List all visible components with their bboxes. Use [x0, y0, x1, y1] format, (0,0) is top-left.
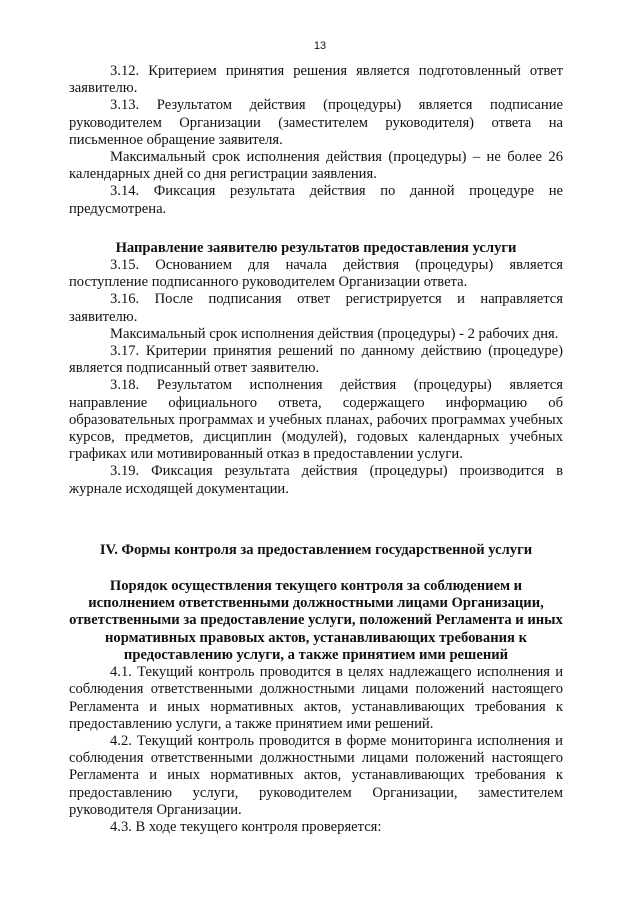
- page-number: 13: [313, 40, 327, 52]
- paragraph: Максимальный срок исполнения действия (процедуры) – не более 26 календарных дней со дня регистрации заявления.: [69, 149, 563, 183]
- paragraph: 3.14. Фиксация результата действия по данной процедуре не предусмотрена.: [69, 183, 563, 217]
- section-heading-delivery: Направление заявителю результатов предоставления услуги: [115, 239, 517, 256]
- paragraph: 4.1. Текущий контроль проводится в целях надлежащего исполнения и соблюдения ответственными должностными лицами положений настоящего Регламента и иных нормативных актов, устанавливающих требования к предоставлению услуги, а также принятием ими решений.: [69, 664, 563, 732]
- section-title: IV. Формы контроля за предоставлением государственной услуги: [99, 541, 533, 558]
- paragraph: 4.3. В ходе текущего контроля проверяется:: [110, 818, 382, 835]
- document-body: [69, 63, 563, 836]
- paragraph: 3.13. Результатом действия (процедуры) является подписание руководителем Организации (заместителем руководителя) ответа на письменное обращение заявителя.: [69, 97, 563, 148]
- paragraph: Максимальный срок исполнения действия (процедуры) - 2 рабочих дня.: [110, 325, 559, 342]
- paragraph: 4.2. Текущий контроль проводится в форме мониторинга исполнения и соблюдения ответственными должностными лицами положений настоящего Регламента и иных нормативных актов, устанавливающих требования к предоставлению услуги, руководителем Организации, заместителем руководителя Организации.: [69, 732, 563, 818]
- paragraph: 3.15. Основанием для начала действия (процедуры) является поступление подписанного руководителем Организации ответа.: [69, 257, 563, 291]
- paragraph: 3.16. После подписания ответ регистрируется и направляется заявителю.: [69, 291, 563, 325]
- paragraph: 3.17. Критерии принятия решений по данному действию (процедуре) является подписанный ответ заявителю.: [69, 343, 563, 377]
- subsection-title: Порядок осуществления текущего контроля за соблюдением и исполнением ответственными должностными лицами Организации, ответственными за предоставление услуги, положений Регламента и иных нормативных правовых актов, устанавливающих требования к предоставлению услуги, а также принятием ими решений: [69, 578, 563, 663]
- paragraph: 3.19. Фиксация результата действия (процедуры) производится в журнале исходящей документации.: [69, 463, 563, 497]
- paragraph: 3.12. Критерием принятия решения является подготовленный ответ заявителю.: [69, 63, 563, 97]
- paragraph: 3.18. Результатом исполнения действия (процедуры) является направление официального ответа, содержащего информацию об образовательных программах и учебных планах, рабочих программах учебных курсов, предметов, дисциплин (модулей), годовых календарных учебных графиках или мотивированный отказ в предоставлении услуги.: [69, 377, 563, 463]
